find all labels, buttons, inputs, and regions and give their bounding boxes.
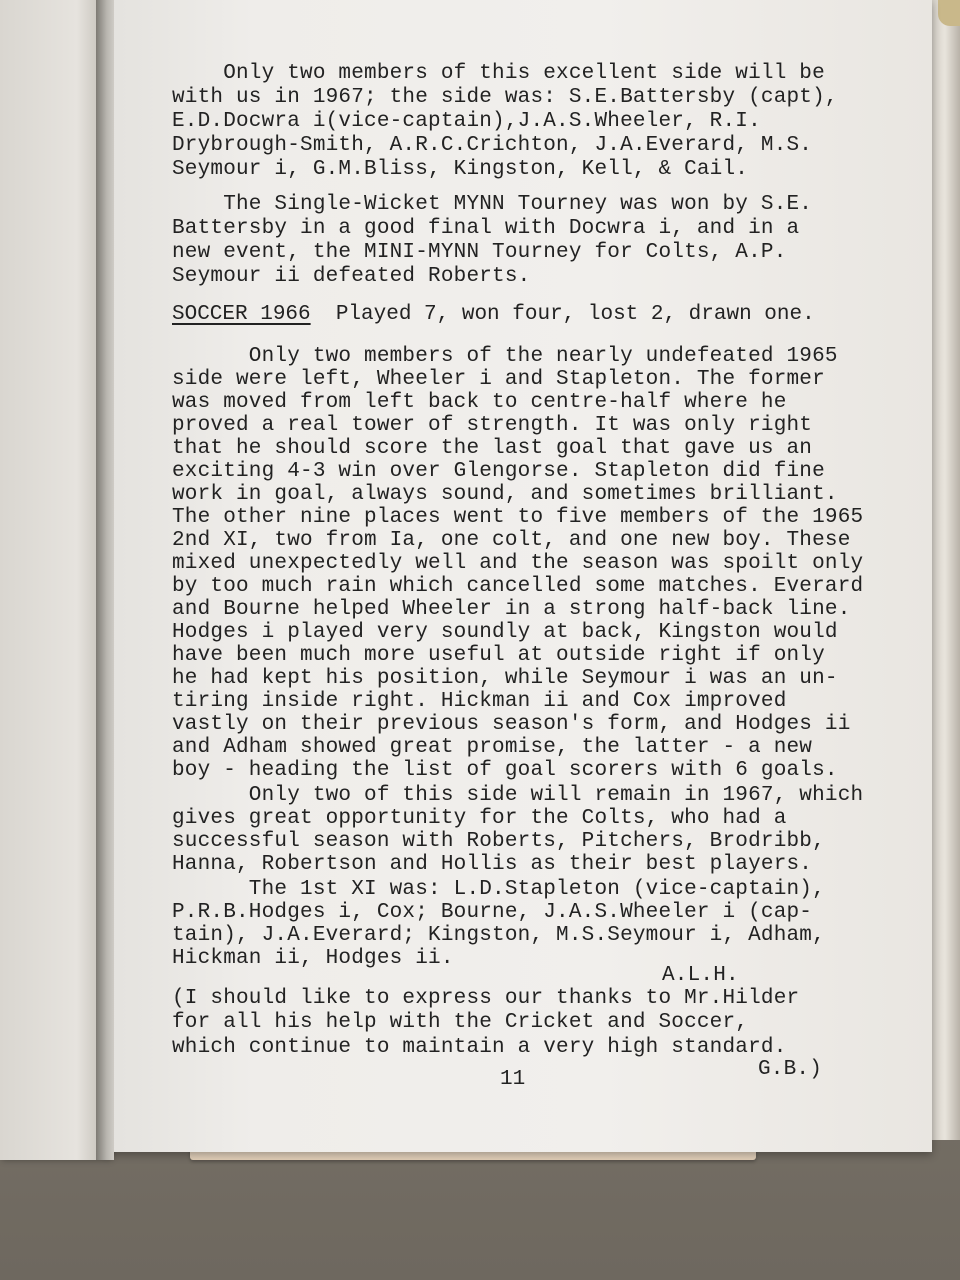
text-line: Drybrough-Smith, A.R.C.Crichton, J.A.Everard, M.S. xyxy=(172,134,813,157)
text-line: E.D.Docwra i(vice-captain),J.A.S.Wheeler, R.I. xyxy=(172,110,761,133)
text-line: Hanna, Robertson and Hollis as their best players. xyxy=(172,853,813,876)
text-line: he had kept his position, while Seymour i was an un- xyxy=(172,667,838,690)
book-gutter xyxy=(96,0,114,1160)
soccer-heading-line xyxy=(172,303,815,326)
text-line: and Adham showed great promise, the latter - a new xyxy=(172,736,813,759)
text-line: which continue to maintain a very high standard. xyxy=(172,1036,787,1059)
text-line: for all his help with the Cricket and Soccer, xyxy=(172,1011,749,1034)
page-number: 11 xyxy=(500,1068,526,1091)
text-line: gives great opportunity for the Colts, who had a xyxy=(172,807,787,830)
text-line: vastly on their previous season's form, and Hodges ii xyxy=(172,713,851,736)
text-line: mixed unexpectedly well and the season was spoilt only xyxy=(172,552,864,575)
text-line: Seymour ii defeated Roberts. xyxy=(172,265,531,288)
text-line: Only two of this side will remain in 1967, which xyxy=(172,784,864,807)
right-page-edge xyxy=(930,0,960,1140)
left-page-edge xyxy=(0,0,110,1160)
text-line: 2nd XI, two from Ia, one colt, and one new boy. These xyxy=(172,529,851,552)
text-line: work in goal, always sound, and sometimes brilliant. xyxy=(172,483,838,506)
text-line: Seymour i, G.M.Bliss, Kingston, Kell, & Cail. xyxy=(172,158,749,181)
text-line: and Bourne helped Wheeler in a strong half-back line. xyxy=(172,598,851,621)
text-line: successful season with Roberts, Pitchers, Brodribb, xyxy=(172,830,825,853)
text-line: with us in 1967; the side was: S.E.Battersby (capt), xyxy=(172,86,838,109)
binding-cord xyxy=(938,0,960,26)
signature-gb: G.B.) xyxy=(758,1058,823,1081)
text-line: (I should like to express our thanks to Mr.Hilder xyxy=(172,987,800,1010)
text-line: tiring inside right. Hickman ii and Cox improved xyxy=(172,690,787,713)
text-line: Hodges i played very soundly at back, Kingston would xyxy=(172,621,838,644)
text-line: tain), J.A.Everard; Kingston, M.S.Seymour i, Adham, xyxy=(172,924,825,947)
season-record: Played 7, won four, lost 2, drawn one. xyxy=(310,303,815,326)
text-line: Only two members of the nearly undefeated 1965 xyxy=(172,345,838,368)
text-line: proved a real tower of strength. It was only right xyxy=(172,414,813,437)
text-line: new event, the MINI-MYNN Tourney for Colts, A.P. xyxy=(172,241,787,264)
section-heading: SOCCER 1966 xyxy=(172,303,311,326)
text-line: by too much rain which cancelled some matches. Everard xyxy=(172,575,864,598)
text-line: The other nine places went to five members of the 1965 xyxy=(172,506,864,529)
text-line: Battersby in a good final with Docwra i, and in a xyxy=(172,217,800,240)
signature-alh: A.L.H. xyxy=(662,964,739,987)
text-line: P.R.B.Hodges i, Cox; Bourne, J.A.S.Wheeler i (cap- xyxy=(172,901,813,924)
text-line: The Single-Wicket MYNN Tourney was won by S.E. xyxy=(172,193,813,216)
text-line: boy - heading the list of goal scorers with 6 goals. xyxy=(172,759,838,782)
text-line: Hickman ii, Hodges ii. xyxy=(172,947,454,970)
text-line: The 1st XI was: L.D.Stapleton (vice-captain), xyxy=(172,878,825,901)
text-line: was moved from left back to centre-half where he xyxy=(172,391,787,414)
text-line: side were left, Wheeler i and Stapleton. The former xyxy=(172,368,825,391)
text-line: exciting 4-3 win over Glengorse. Stapleton did fine xyxy=(172,460,825,483)
text-line: have been much more useful at outside right if only xyxy=(172,644,825,667)
text-line: Only two members of this excellent side will be xyxy=(172,62,825,85)
text-line: that he should score the last goal that gave us an xyxy=(172,437,813,460)
